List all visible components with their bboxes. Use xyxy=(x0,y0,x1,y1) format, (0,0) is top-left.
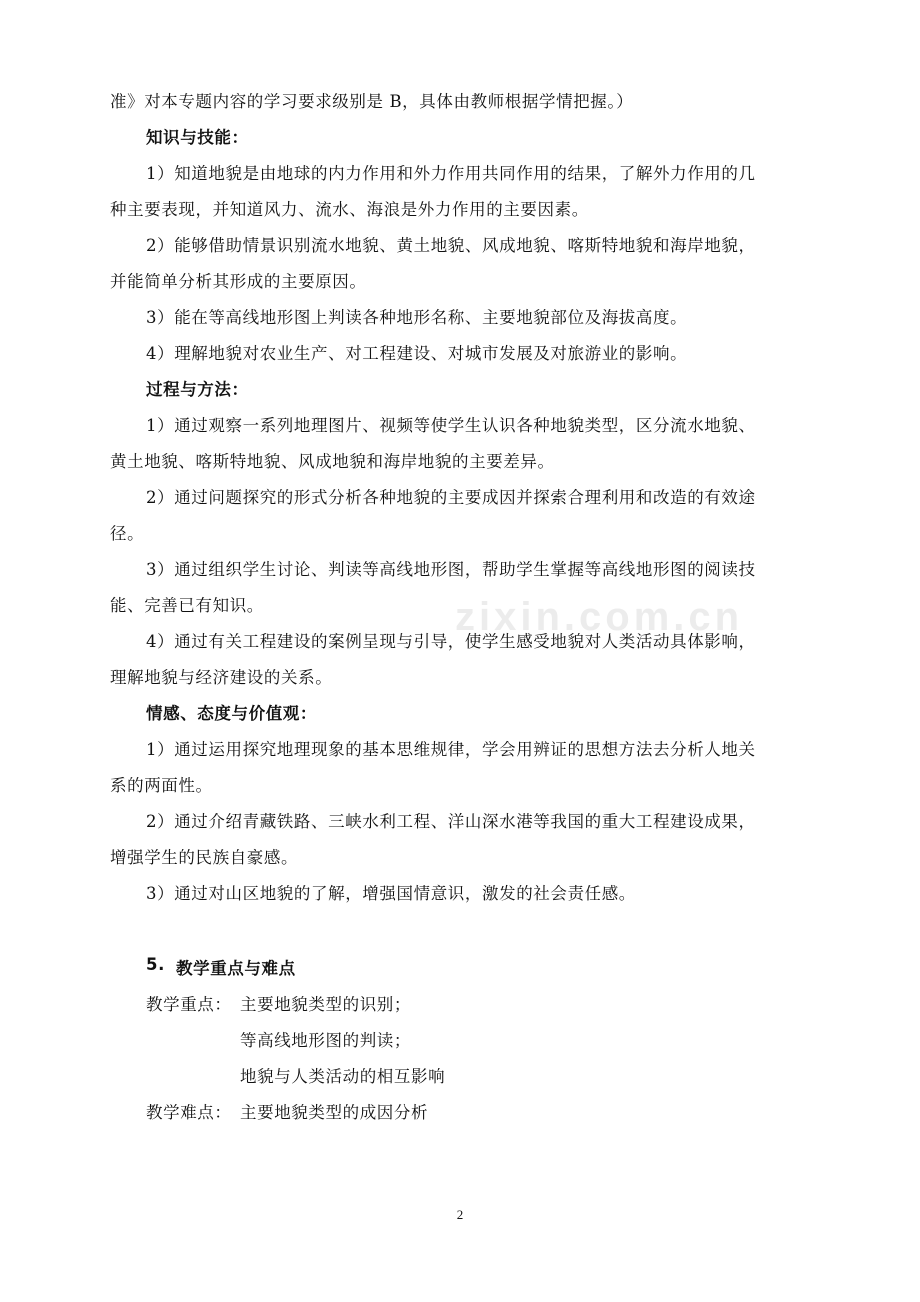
focus-item-1: 主要地貌类型的识别； xyxy=(240,995,411,1014)
process-item-4-line-1: 4）通过有关工程建设的案例呈现与引导，使学生感受地貌对人类活动具体影响， xyxy=(146,632,756,651)
emotion-item-1-line-2: 系的两面性。 xyxy=(110,776,213,795)
focus-label: 教学重点： xyxy=(146,995,232,1014)
process-item-4-line-2: 理解地貌与经济建设的关系。 xyxy=(110,668,333,687)
difficulty-label: 教学难点： xyxy=(146,1103,232,1122)
watermark: zixin.com.cn xyxy=(455,595,744,639)
knowledge-item-1-line-1: 1）知道地貌是由地球的内力作用和外力作用共同作用的结果，了解外力作用的几 xyxy=(146,164,756,183)
process-item-2-line-1: 2）通过问题探究的形式分析各种地貌的主要成因并探索合理利用和改造的有效途 xyxy=(146,488,756,507)
focus-item-3: 地貌与人类活动的相互影响 xyxy=(240,1067,446,1086)
section-5-title: 教学重点与难点 xyxy=(176,959,296,978)
intro-line: 准》对本专题内容的学习要求级别是 B，具体由教师根据学情把握。） xyxy=(110,92,634,111)
section-5-number: 5. xyxy=(146,955,165,974)
process-item-3-line-1: 3）通过组织学生讨论、判读等高线地形图，帮助学生掌握等高线地形图的阅读技 xyxy=(146,560,756,579)
emotion-heading: 情感、态度与价值观： xyxy=(146,704,317,723)
process-item-2-line-2: 径。 xyxy=(110,524,145,543)
emotion-item-3: 3）通过对山区地貌的了解，增强国情意识，激发的社会责任感。 xyxy=(146,884,636,903)
process-item-3-line-2: 能、完善已有知识。 xyxy=(110,596,264,615)
knowledge-item-2-line-1: 2）能够借助情景识别流水地貌、黄土地貌、风成地貌、喀斯特地貌和海岸地貌， xyxy=(146,236,756,255)
knowledge-item-2-line-2: 并能简单分析其形成的主要原因。 xyxy=(110,272,367,291)
knowledge-item-3: 3）能在等高线地形图上判读各种地形名称、主要地貌部位及海拔高度。 xyxy=(146,308,688,327)
knowledge-item-4: 4）理解地貌对农业生产、对工程建设、对城市发展及对旅游业的影响。 xyxy=(146,344,688,363)
emotion-item-2-line-2: 增强学生的民族自豪感。 xyxy=(110,848,299,867)
process-heading: 过程与方法： xyxy=(146,380,249,399)
knowledge-heading: 知识与技能： xyxy=(146,128,249,147)
focus-item-2: 等高线地形图的判读； xyxy=(240,1031,411,1050)
emotion-item-1-line-1: 1）通过运用探究地理现象的基本思维规律，学会用辨证的思想方法去分析人地关 xyxy=(146,740,756,759)
process-item-1-line-2: 黄土地貌、喀斯特地貌、风成地貌和海岸地貌的主要差异。 xyxy=(110,452,555,471)
difficulty-item-1: 主要地貌类型的成因分析 xyxy=(240,1103,429,1122)
knowledge-item-1-line-2: 种主要表现，并知道风力、流水、海浪是外力作用的主要因素。 xyxy=(110,200,589,219)
page-number: 2 xyxy=(456,1207,464,1222)
process-item-1-line-1: 1）通过观察一系列地理图片、视频等使学生认识各种地貌类型，区分流水地貌、 xyxy=(146,416,756,435)
emotion-item-2-line-1: 2）通过介绍青藏铁路、三峡水利工程、洋山深水港等我国的重大工程建设成果， xyxy=(146,812,756,831)
